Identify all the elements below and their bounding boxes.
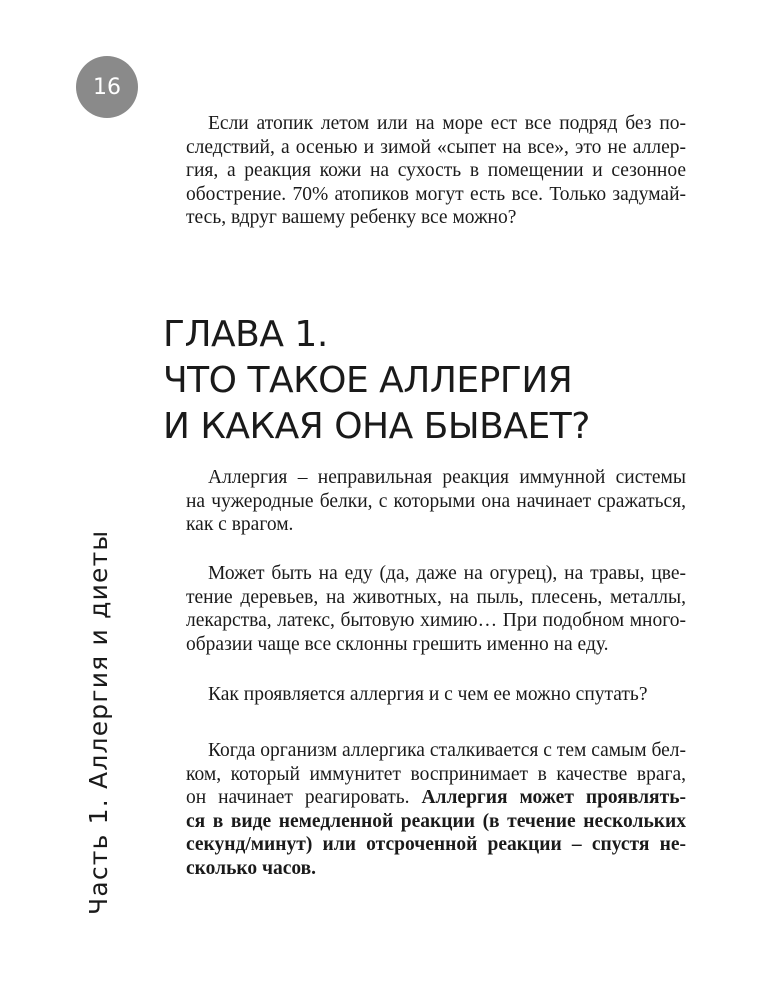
text-line: лекарства, латекс, бытовую химию… При подобном много- [186,610,686,632]
chapter-title-line: И КАКАЯ ОНА БЫВАЕТ? [163,406,590,447]
text-line [186,786,686,810]
allergens-paragraph [186,562,686,656]
text-line: Аллергия – неправильная реакция иммунной системы [208,467,686,488]
page-number: 16 [93,74,121,100]
text-line: ком, который иммунитет воспринимает в качестве врага, [186,763,686,785]
text-line: Когда организм аллергика сталкивается с тем самым бел- [208,740,686,761]
page-number-badge [76,56,138,118]
chapter-title-line: ЧТО ТАКОЕ АЛЛЕРГИЯ [163,360,573,401]
chapter-title [163,312,683,450]
text-line: Как проявляется аллергия и с чем ее можно спутать? [208,684,648,705]
text-bold: ся в виде немедленной реакции (в течение нескольких [186,810,686,832]
reaction-paragraph [186,739,686,881]
allergy-definition-paragraph [186,466,686,537]
text-line: Может быть на еду (да, даже на огурец), на травы, цве- [208,563,686,584]
text-line: тесь, вдруг вашему ребенку все можно? [186,207,517,229]
intro-paragraph [186,112,686,230]
text-line [186,833,686,857]
text-line: как с врагом. [186,514,294,536]
text-line [186,810,686,834]
text-bold: Аллергия может проявлять- [421,787,686,809]
text-line: Если атопик летом или на море ест все подряд без по- [208,113,686,134]
section-side-title: Часть 1. Аллергия и диеты [84,529,113,915]
text-line: обострение. 70% атопиков могут есть все. Только задумай- [186,183,686,205]
text-line: тение деревьев, на животных, на пыль, плесень, металлы, [186,586,686,608]
text-bold: секунд/минут) или отсроченной реакции – спустя не- [186,834,686,856]
text-bold: сколько часов. [186,857,317,879]
text-plain: он начинает реагировать. [186,787,410,809]
chapter-title-line: ГЛАВА 1. [163,314,328,355]
question-paragraph [186,683,686,707]
text-line: образии чаще все склонны грешить именно на еду. [186,633,609,655]
text-line [186,857,686,881]
text-line: гия, а реакция кожи на сухость в помещении и сезонное [186,160,686,182]
text-line: на чужеродные белки, с которыми она начинает сражаться, [186,490,686,512]
text-line: следствий, а осенью и зимой «сыпет на все», это не аллер- [186,136,686,158]
